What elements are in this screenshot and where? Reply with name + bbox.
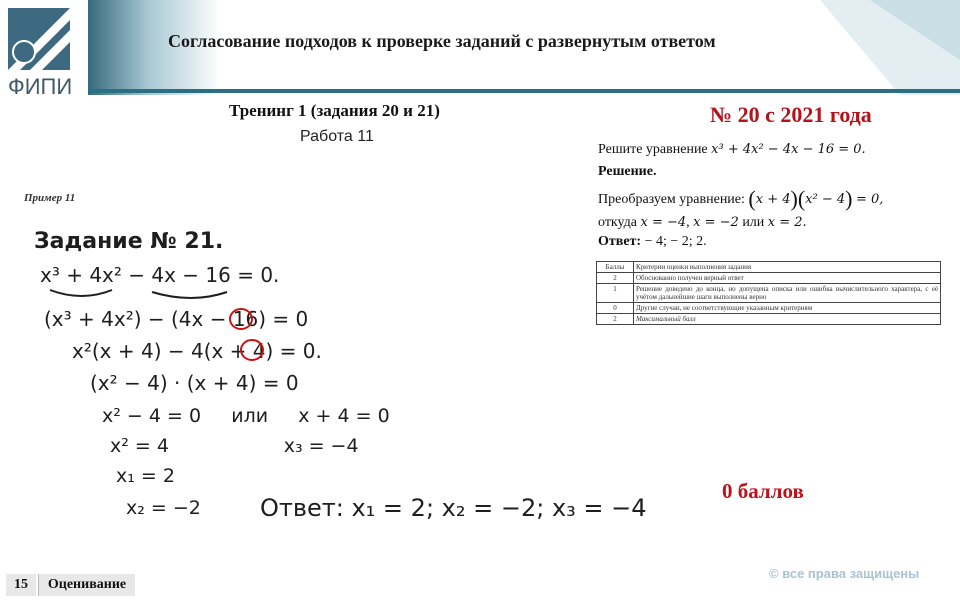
- handwritten-answer: Ответ: x₁ = 2; x₂ = −2; x₃ = −4: [260, 494, 647, 522]
- handwritten-line: x³ + 4x² − 4x − 16 = 0.: [40, 263, 280, 287]
- handwritten-line: x² = 4 x₃ = −4: [110, 435, 359, 457]
- answer-line: [598, 234, 707, 250]
- table-cell: Другие случаи, не соответствующие указанным критериям: [634, 303, 941, 314]
- task-statement: [598, 142, 866, 158]
- task-number-heading: № 20 с 2021 года: [710, 102, 872, 127]
- criteria-table: [596, 261, 941, 325]
- statement-prefix: Решите уравнение: [598, 142, 708, 157]
- table-header-cell: Критерии оценки выполнения задания: [634, 262, 941, 273]
- task-equation: x³ + 4x² − 4x − 16 = 0.: [711, 142, 866, 157]
- handwritten-line: Задание № 21.: [34, 229, 224, 254]
- result-score: 0 баллов: [722, 479, 804, 503]
- page-title: Согласование подходов к проверке заданий с развернутым ответом: [168, 31, 716, 51]
- answer-label: Ответ:: [598, 234, 642, 249]
- root-3: x = 2.: [767, 215, 807, 230]
- root-1: x = −4: [640, 215, 687, 230]
- handwritten-line: x₁ = 2: [116, 465, 175, 487]
- table-cell: 2: [597, 314, 634, 325]
- root-2: x = −2: [693, 215, 739, 230]
- transform-line: Преобразуем уравнение: (x + 4)(x² − 4) = 0,: [598, 186, 884, 211]
- copyright-notice: © все права защищены: [769, 566, 920, 581]
- roots-prefix: откуда: [598, 215, 637, 230]
- table-cell: 2: [597, 273, 634, 284]
- section-label: Оценивание: [38, 574, 135, 596]
- roots-or: или: [742, 215, 765, 230]
- handwritten-line: x² − 4 = 0 или x + 4 = 0: [102, 405, 390, 427]
- transform-prefix: Преобразуем уравнение:: [598, 192, 745, 207]
- training-title: Тренинг 1 (задания 20 и 21): [229, 101, 440, 120]
- handwritten-line: (x³ + 4x²) − (4x − 16) = 0: [44, 307, 309, 331]
- table-row: [597, 273, 941, 284]
- table-cell: 1: [597, 284, 634, 303]
- table-cell: Решение доведено до конца, но допущена описка или ошибка вычислительного характера, с её учётом дальнейшие шаги выполнены верно: [634, 284, 941, 303]
- transform-factor-b: x² − 4: [805, 192, 846, 207]
- page-number: 15: [6, 574, 36, 596]
- table-row: [597, 303, 941, 314]
- table-header-row: [597, 262, 941, 273]
- example-label: Пример 11: [24, 192, 76, 204]
- table-cell: Обоснованно получен верный ответ: [634, 273, 941, 284]
- answer-value: − 4; − 2; 2.: [644, 234, 707, 249]
- transform-factor-a: x + 4: [755, 192, 791, 207]
- transform-tail: = 0,: [855, 192, 884, 207]
- table-row: [597, 284, 941, 303]
- table-cell: 0: [597, 303, 634, 314]
- work-label: Работа 11: [300, 128, 374, 145]
- handwritten-line: x²(x + 4) − 4(x + 4) = 0.: [72, 339, 322, 363]
- logo-text: ФИПИ: [8, 74, 73, 99]
- handwritten-line: x₂ = −2: [126, 497, 201, 519]
- table-row: [597, 314, 941, 325]
- table-header-cell: Баллы: [597, 262, 634, 273]
- handwritten-line: (x² − 4) · (x + 4) = 0: [90, 371, 299, 395]
- roots-line: откуда x = −4, x = −2 или x = 2.: [598, 215, 807, 230]
- table-cell: Максимальный балл: [634, 314, 941, 325]
- solution-label: Решение.: [598, 164, 657, 179]
- handwritten-underline: [50, 290, 227, 298]
